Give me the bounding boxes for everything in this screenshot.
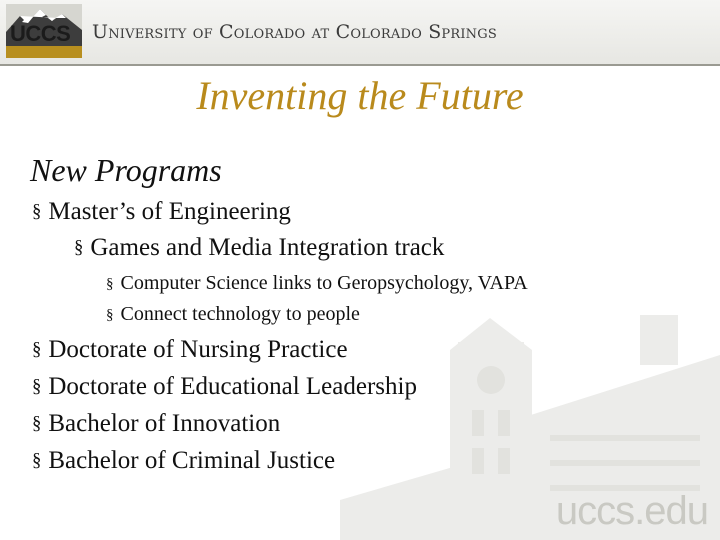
bullet-item [32,373,417,401]
bullet-text: Bachelor of Criminal Justice [48,447,336,474]
slide-title: Inventing the Future [196,73,524,118]
university-name: University of Colorado at Colorado Springs [92,21,497,43]
bullet-text: Bachelor of Innovation [48,410,281,437]
bullet-text: Doctorate of Educational Leadership [48,373,417,400]
bullet-icon: § [32,376,42,398]
bullet-text: Doctorate of Nursing Practice [48,336,348,363]
bullet-text: Master’s of Engineering [48,198,291,225]
watermark-url: uccs.edu [555,489,708,533]
logo-wordmark: UCCS [10,21,71,46]
bullet-text: Computer Science links to Geropsychology, VAPA [120,272,528,294]
section-heading: New Programs [30,152,222,188]
bullet-icon: § [74,237,84,259]
header-divider [0,64,720,66]
bullet-item [32,410,280,438]
bullet-icon: § [106,275,114,292]
bullet-item [32,336,348,364]
bullet-item [106,272,528,295]
bullet-icon: § [32,339,42,361]
bullet-icon: § [32,413,42,435]
header-bar [0,0,720,64]
bullet-item [74,234,444,262]
bullet-text: Connect technology to people [120,303,360,325]
bullet-item [32,198,291,226]
bullet-item [32,447,335,475]
bullet-icon: § [32,450,42,472]
bullet-icon: § [32,201,42,223]
bullet-text: Games and Media Integration track [90,234,445,261]
bullet-icon: § [106,306,114,323]
bullet-item [106,303,360,326]
